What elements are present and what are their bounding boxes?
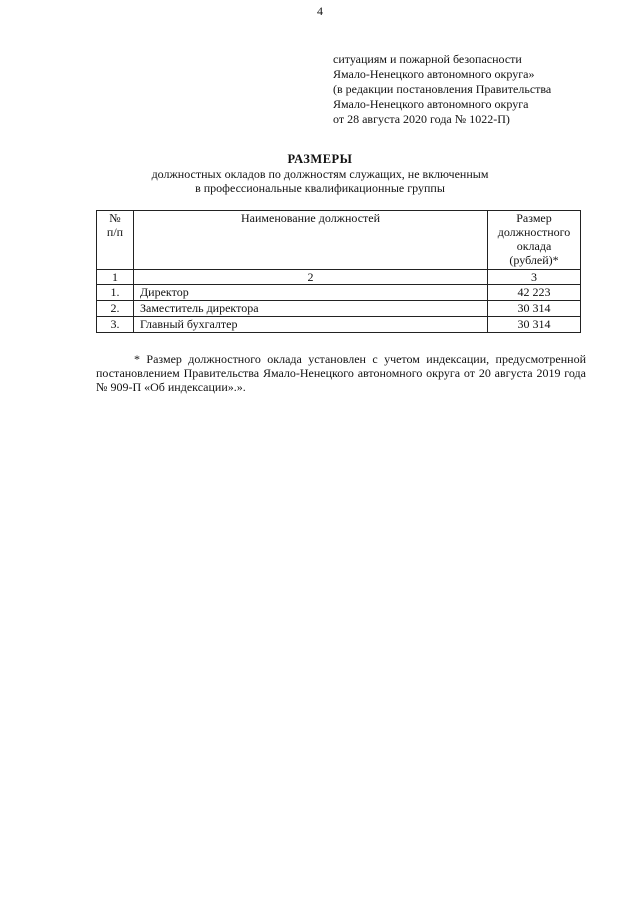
column-index: 2 bbox=[134, 270, 488, 285]
column-index: 1 bbox=[97, 270, 134, 285]
table-row bbox=[97, 317, 581, 333]
column-index: 3 bbox=[488, 270, 581, 285]
header-line: ситуациям и пожарной безопасности bbox=[333, 52, 522, 66]
page-number: 4 bbox=[317, 4, 323, 18]
header-size-line: оклада bbox=[516, 239, 552, 253]
header-position-name: Наименование должностей bbox=[134, 211, 488, 270]
salary-amount: 42 223 bbox=[488, 285, 581, 301]
salary-amount: 30 314 bbox=[488, 301, 581, 317]
header-size-line: Размер bbox=[516, 211, 552, 225]
salary-amount: 30 314 bbox=[488, 317, 581, 333]
row-number: 2. bbox=[97, 301, 134, 317]
header-line: (в редакции постановления Правительства bbox=[333, 82, 552, 96]
subtitle-line: должностных окладов по должностям служащих, не включенным bbox=[151, 167, 489, 181]
header-line: Ямало-Ненецкого автономного округа bbox=[333, 97, 529, 111]
column-index-row bbox=[97, 270, 581, 285]
table-row bbox=[97, 301, 581, 317]
header-number-line: п/п bbox=[106, 225, 124, 239]
table-row bbox=[97, 285, 581, 301]
row-number: 3. bbox=[97, 317, 134, 333]
position-name: Главный бухгалтер bbox=[134, 317, 488, 333]
row-number: 1. bbox=[97, 285, 134, 301]
header-line: от 28 августа 2020 года № 1022-П) bbox=[333, 112, 510, 126]
table-header-row bbox=[97, 211, 581, 270]
salary-table bbox=[96, 210, 581, 333]
document-subtitle bbox=[0, 167, 640, 195]
header-line: Ямало-Ненецкого автономного округа» bbox=[333, 67, 535, 81]
header-block bbox=[333, 52, 623, 127]
header-salary-size bbox=[488, 211, 581, 270]
position-name: Директор bbox=[134, 285, 488, 301]
header-size-line: должностного bbox=[497, 225, 571, 239]
header-number-line: № bbox=[109, 211, 121, 225]
document-title: РАЗМЕРЫ bbox=[287, 152, 353, 166]
subtitle-line: в профессиональные квалификационные группы bbox=[195, 181, 445, 195]
footnote: * Размер должностного оклада установлен с учетом индексации, предусмотренной постановлением Правительства Ямало-Ненецкого автономного округа от 20 августа 2019 года № 909-П «Об индексации».». bbox=[96, 352, 586, 394]
position-name: Заместитель директора bbox=[134, 301, 488, 317]
header-size-line: (рублей)* bbox=[509, 253, 559, 267]
header-number bbox=[97, 211, 134, 270]
